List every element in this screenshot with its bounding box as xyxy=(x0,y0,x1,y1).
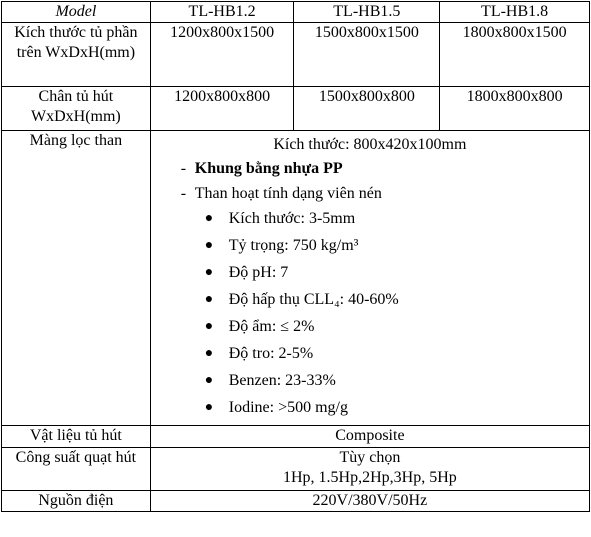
bullet-icon: ● xyxy=(204,238,214,253)
list-item xyxy=(205,290,589,310)
bullet-icon: ● xyxy=(204,292,214,307)
model-header-label: Model xyxy=(2,2,151,23)
carbon-filter-content xyxy=(150,131,589,426)
upper-cabinet-label: Kích thước tủ phần trên WxDxH(mm) xyxy=(2,23,151,87)
carbon-filter-label: Màng lọc than xyxy=(2,131,151,426)
list-item xyxy=(205,398,589,418)
base-label: Chân tủ hút WxDxH(mm) xyxy=(2,87,151,131)
carbon-filter-row xyxy=(2,131,590,426)
list-item xyxy=(205,344,589,364)
upper-cabinet-value-2: 1500x800x1500 xyxy=(294,23,440,87)
fan-option-line: Tùy chọn xyxy=(339,449,401,466)
prop-text: Độ hấp thụ CLL₄: 40-60% xyxy=(228,291,399,308)
prop-text: Benzen: 23-33% xyxy=(228,372,336,389)
power-value: 220V/380V/50Hz xyxy=(150,491,589,512)
bullet-icon: ● xyxy=(204,265,214,280)
material-value: Composite xyxy=(150,426,589,448)
fan-power-line: 1Hp, 1.5Hp,2Hp,3Hp, 5Hp xyxy=(282,469,457,486)
prop-text: Độ ẩm: ≤ 2% xyxy=(228,318,315,335)
model-header-1: TL-HB1.2 xyxy=(150,2,294,23)
prop-text: Độ tro: 2-5% xyxy=(228,345,314,362)
frame-line xyxy=(151,159,589,179)
fan-label: Công suất quạt hút xyxy=(2,448,151,491)
list-item xyxy=(205,371,589,391)
carbon-line xyxy=(151,184,589,204)
filter-size: Kích thước: 800x420x100mm xyxy=(273,136,467,153)
carbon-dash: - xyxy=(180,185,187,202)
bullet-icon: ● xyxy=(204,373,214,388)
carbon-text: Than hoạt tính dạng viên nén xyxy=(194,185,382,202)
fan-row xyxy=(2,448,590,491)
prop-text: Tỷ trọng: 750 kg/m³ xyxy=(228,237,359,254)
bullet-icon: ● xyxy=(204,400,214,415)
model-header-3: TL-HB1.8 xyxy=(440,2,590,23)
frame-dash: - xyxy=(180,160,187,177)
fan-value xyxy=(150,448,589,491)
material-label: Vật liệu tủ hút xyxy=(2,426,151,448)
upper-cabinet-value-1: 1200x800x1500 xyxy=(150,23,294,87)
upper-cabinet-row xyxy=(2,23,590,87)
spec-table xyxy=(1,1,590,512)
base-value-3: 1800x800x800 xyxy=(440,87,590,131)
list-item xyxy=(205,236,589,256)
header-row xyxy=(2,2,590,23)
base-value-2: 1500x800x800 xyxy=(294,87,440,131)
model-header-2: TL-HB1.5 xyxy=(294,2,440,23)
base-value-1: 1200x800x800 xyxy=(150,87,294,131)
base-row xyxy=(2,87,590,131)
material-row xyxy=(2,426,590,448)
list-item xyxy=(205,317,589,337)
power-row xyxy=(2,491,590,512)
upper-cabinet-value-3: 1800x800x1500 xyxy=(440,23,590,87)
power-label: Nguồn điện xyxy=(2,491,151,512)
carbon-props-list xyxy=(151,209,589,418)
prop-text: Iodine: >500 mg/g xyxy=(228,399,348,416)
bullet-icon: ● xyxy=(204,319,214,334)
bullet-icon: ● xyxy=(204,346,214,361)
list-item xyxy=(205,263,589,283)
list-item xyxy=(205,209,589,229)
prop-text: Độ pH: 7 xyxy=(228,264,289,281)
prop-text: Kích thước: 3-5mm xyxy=(228,210,356,227)
frame-text: Khung bằng nhựa PP xyxy=(194,160,343,177)
bullet-icon: ● xyxy=(204,211,214,226)
